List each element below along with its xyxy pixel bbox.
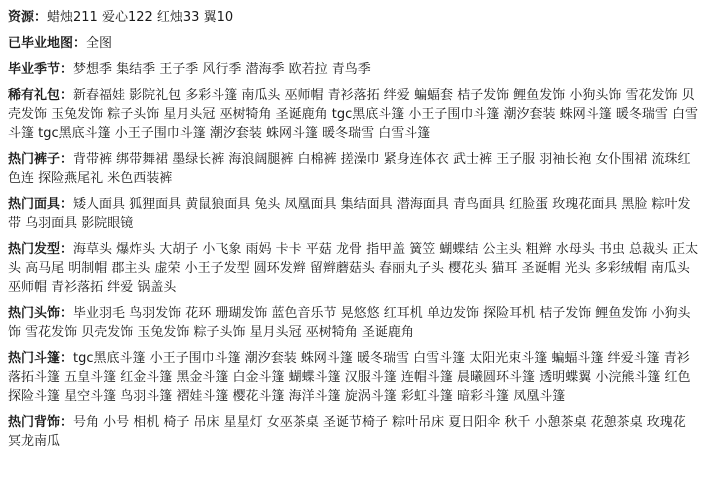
section-value-rare-gifts: 新春福娃 影院礼包 多彩斗篷 南瓜头 巫师帽 青衫落拓 绊爱 蝙蝠套 桔子发饰 鲤鱼发饰 小狗头饰 雪花发饰 贝壳发饰 玉兔发饰 粽子头饰 星月头冠 巫树犄角 圣诞鹿角 tgc黑底斗篷 小王子围巾斗篷 潮汐套装 蛛网斗篷 暖冬瑞雪 白雪斗篷 tgc黑底斗篷 小王子围巾斗篷 潮汐套装 蛛网斗篷 暖冬瑞雪 白雪斗篷 xyxy=(8,88,698,141)
section-hot-back-items xyxy=(8,413,699,451)
section-label-graduated-map: 已毕业地图： xyxy=(8,36,87,51)
section-label-hot-back-items: 热门背饰： xyxy=(8,415,74,430)
section-value-hot-pants: 背带裤 绑带舞裙 墨绿长裤 海浪阔腿裤 白棉裤 搓澡巾 紧身连体衣 武士裤 王子服 羽袖长袍 女仆围裙 流珠红色连 探险燕尾礼 米色西装裤 xyxy=(8,152,691,186)
section-value-hot-masks: 矮人面具 狐狸面具 黄鼠狼面具 兔头 凤凰面具 集结面具 潜海面具 青鸟面具 红脸蛋 玫瑰花面具 黑脸 粽叶发带 乌羽面具 影院眼镜 xyxy=(8,197,691,231)
section-resources xyxy=(8,8,699,27)
section-label-hot-headwear: 热门头饰： xyxy=(8,306,74,321)
section-hot-capes xyxy=(8,349,699,406)
section-label-resources: 资源： xyxy=(8,10,48,25)
section-label-hot-capes: 热门斗篷： xyxy=(8,351,74,366)
section-value-hot-headwear: 毕业羽毛 鸟羽发饰 花环 珊瑚发饰 蓝色音乐节 晃悠悠 红耳机 单边发饰 探险耳机 桔子发饰 鲤鱼发饰 小狗头饰 雪花发饰 贝壳发饰 玉兔发饰 粽子头饰 星月头冠 巫树犄角 圣诞鹿角 xyxy=(8,306,691,340)
section-rare-gifts xyxy=(8,86,699,143)
section-value-hot-hair: 海草头 爆炸头 大胡子 小飞象 雨妈 卡卡 平菇 龙骨 指甲盖 簧笠 蝴蝶结 公主头 粗辫 水母头 书虫 总裁头 正太头 高马尾 明制帽 郡主头 虚荣 小王子发型 圆环发辫 留辫蘑菇头 春丽丸子头 樱花头 猫耳 圣诞帽 光头 多彩绒帽 南瓜头 巫师帽 青衫落拓 绊爱 锅盖头 xyxy=(8,242,699,295)
section-hot-masks xyxy=(8,195,699,233)
section-graduated-map xyxy=(8,34,699,53)
section-label-rare-gifts: 稀有礼包： xyxy=(8,88,74,103)
section-value-resources: 蜡烛211 爱心122 红烛33 翼10 xyxy=(47,10,234,25)
section-label-hot-pants: 热门裤子： xyxy=(8,152,74,167)
section-value-hot-back-items: 号角 小号 相机 椅子 吊床 星星灯 女巫茶桌 圣诞节椅子 粽叶吊床 夏日阳伞 秋千 小憩茶桌 花憩茶桌 玫瑰花 冥龙南瓜 xyxy=(8,415,686,449)
section-hot-headwear xyxy=(8,304,699,342)
section-graduation-seasons xyxy=(8,60,699,79)
section-label-graduation-seasons: 毕业季节： xyxy=(8,62,74,77)
section-label-hot-masks: 热门面具： xyxy=(8,197,74,212)
section-label-hot-hair: 热门发型： xyxy=(8,242,74,257)
section-value-graduated-map: 全图 xyxy=(86,36,113,51)
section-hot-hair xyxy=(8,240,699,297)
section-hot-pants xyxy=(8,150,699,188)
section-value-graduation-seasons: 梦想季 集结季 王子季 风行季 潜海季 欧若拉 青鸟季 xyxy=(73,62,371,77)
section-value-hot-capes: tgc黑底斗篷 小王子围巾斗篷 潮汐套装 蛛网斗篷 暖冬瑞雪 白雪斗篷 太阳光束斗篷 蝙蝠斗篷 绊爱斗篷 青衫落拓斗篷 五皇斗篷 红金斗篷 黑金斗篷 白金斗篷 蝴蝶斗篷 汉服斗篷 连帽斗篷 晨曦圆环斗篷 透明蝶翼 小浣熊斗篷 红色探险斗篷 星空斗篷 鸟羽斗篷 褶娃斗篷 樱花斗篷 海洋斗篷 旋涡斗篷 彩虹斗篷 暗彩斗篷 凤凰斗篷 xyxy=(8,351,691,404)
